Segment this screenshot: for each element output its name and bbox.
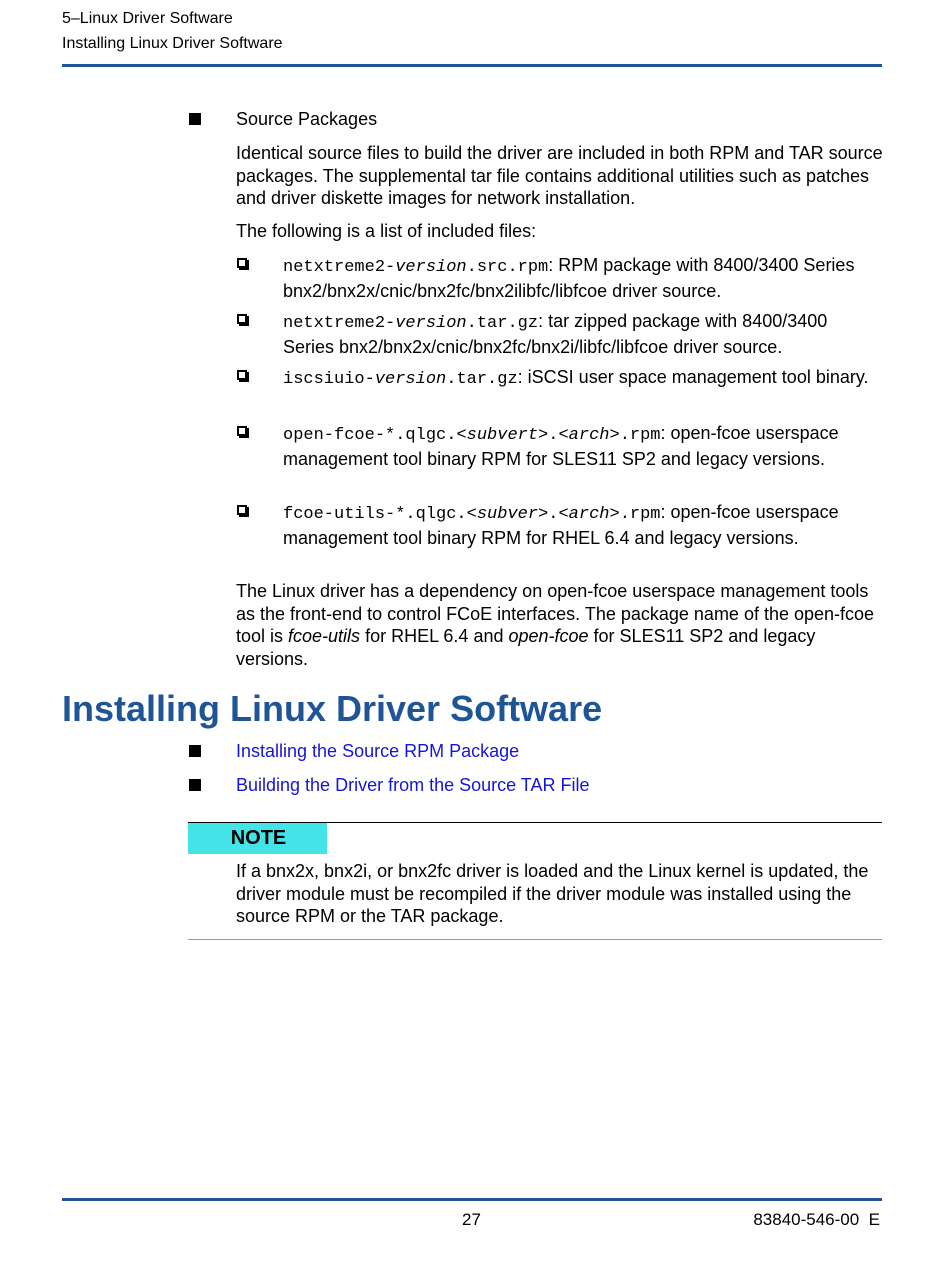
file-name: open-fcoe-*.qlgc.<subvert>.<arch>.rpm xyxy=(283,426,661,445)
section-heading: Installing Linux Driver Software xyxy=(62,688,603,729)
square-bullet-icon xyxy=(189,779,201,791)
link-install-source-rpm[interactable]: Installing the Source RPM Package xyxy=(236,741,520,761)
dependency-paragraph: The Linux driver has a dependency on open-fcoe userspace management tools as the front-end to control FCoE interfaces. The package name of the open-fcoe tool is fcoe-utils for RHEL 6.4 and open-fcoe for SLES11 SP2 and legacy versions. xyxy=(236,581,875,669)
file-item xyxy=(283,422,883,470)
square-bullet-icon xyxy=(189,745,201,757)
link-build-from-tar[interactable]: Building the Driver from the Source TAR File xyxy=(236,775,590,795)
checkbox-bullet-icon xyxy=(237,426,247,436)
running-header-section: Installing Linux Driver Software xyxy=(62,35,283,52)
note-label: NOTE xyxy=(188,823,327,854)
file-list-intro: The following is a list of included files: xyxy=(236,221,537,241)
file-description: : open-fcoe userspace management tool binary RPM for RHEL 6.4 and legacy versions. xyxy=(283,502,839,548)
checkbox-bullet-icon xyxy=(237,505,247,515)
footer-rule xyxy=(62,1198,882,1201)
file-name: netxtreme2-version.src.rpm xyxy=(283,258,549,277)
file-item xyxy=(283,501,883,549)
note-bottom-rule xyxy=(188,939,882,940)
running-header xyxy=(62,6,283,56)
page-number: 27 xyxy=(462,1210,481,1229)
file-description: : tar zipped package with 8400/3400 Series bnx2/bnx2x/cnic/bnx2fc/bnx2i/libfc/libfcoe driver source. xyxy=(283,311,828,357)
checkbox-bullet-icon xyxy=(237,258,247,268)
file-name: netxtreme2-version.tar.gz xyxy=(283,314,539,333)
file-description: : iSCSI user space management tool binary. xyxy=(517,367,869,387)
note-text: If a bnx2x, bnx2i, or bnx2fc driver is loaded and the Linux kernel is updated, the driver module must be recompiled if the driver module was installed using the source RPM or the TAR package. xyxy=(236,861,869,926)
emphasis-fcoe-utils: fcoe-utils xyxy=(288,626,361,646)
running-header-chapter: 5–Linux Driver Software xyxy=(62,10,233,27)
checkbox-bullet-icon xyxy=(237,314,247,324)
header-rule xyxy=(62,64,882,67)
document-id: 83840-546-00 E xyxy=(753,1210,880,1229)
file-item xyxy=(283,254,883,302)
file-item xyxy=(283,310,883,358)
file-item xyxy=(283,366,883,392)
source-packages-title: Source Packages xyxy=(236,109,378,129)
source-packages-intro: Identical source files to build the driver are included in both RPM and TAR source packages. The supplemental tar file contains additional utilities such as patches and driver diskette images for network installation. xyxy=(236,143,883,208)
emphasis-open-fcoe: open-fcoe xyxy=(508,626,589,646)
square-bullet-icon xyxy=(189,113,201,125)
file-name: iscsiuio-version.tar.gz xyxy=(283,370,518,389)
file-name: fcoe-utils-*.qlgc.<subver>.<arch>.rpm xyxy=(283,505,661,524)
file-description: : open-fcoe userspace management tool binary RPM for SLES11 SP2 and legacy versions. xyxy=(283,423,839,469)
file-description: : RPM package with 8400/3400 Series bnx2/bnx2x/cnic/bnx2fc/bnx2ilibfc/libfcoe driver source. xyxy=(283,255,855,301)
checkbox-bullet-icon xyxy=(237,370,247,380)
